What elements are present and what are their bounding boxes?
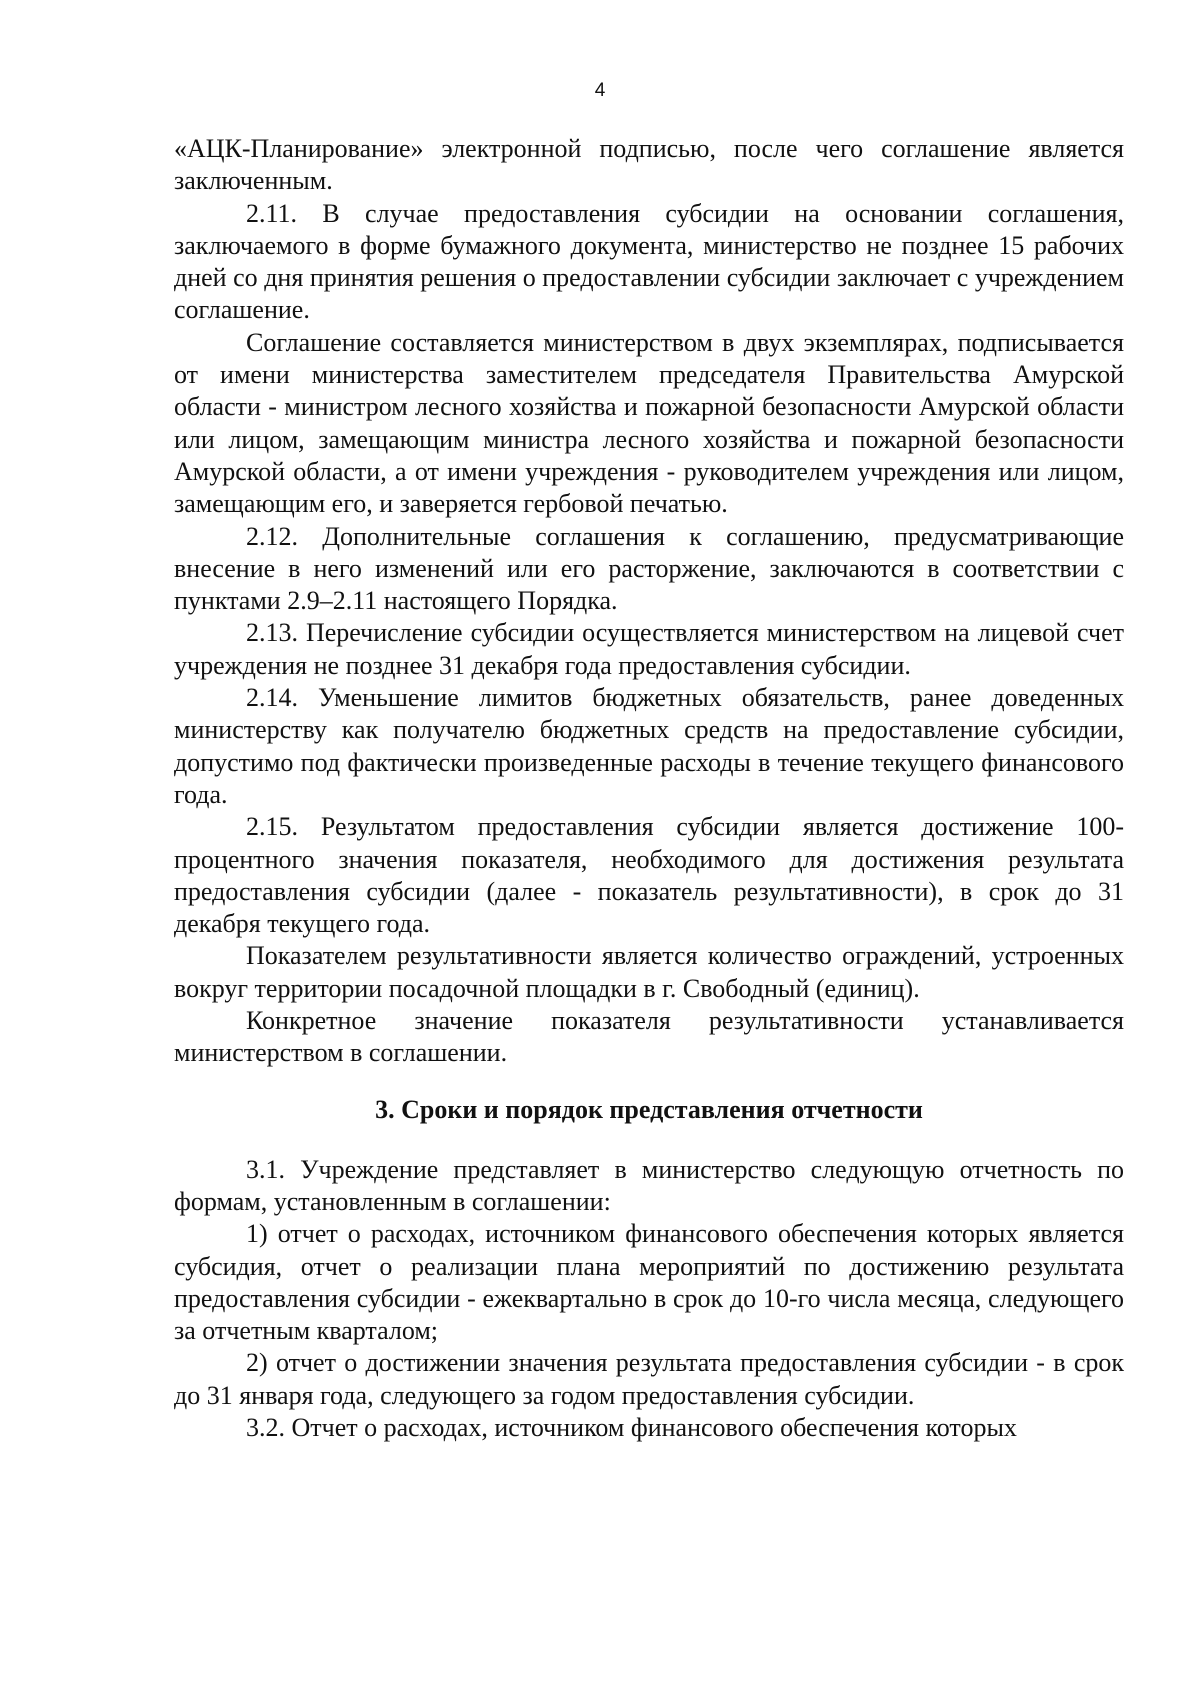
page-number: 4 [594, 80, 606, 101]
paragraph-3-1: 3.1. Учреждение представляет в министерство следующую отчетность по формам, установленным в соглашении: [174, 1154, 1124, 1216]
paragraph-2-14: 2.14. Уменьшение лимитов бюджетных обязательств, ранее доведенных министерству как получателю бюджетных средств на предоставление субсидии, допустимо под фактически произведенные расходы в течение текущего финансового года. [174, 683, 1124, 809]
paragraph-2-11: 2.11. В случае предоставления субсидии на основании соглашения, заключаемого в форме бумажного документа, министерство не позднее 15 рабочих дней со дня принятия решения о предоставлении субсидии заключает с учреждением соглашение. [174, 198, 1124, 325]
paragraph-2-15: 2.15. Результатом предоставления субсидии является достижение 100-процентного значения показателя, необходимого для достижения результата предоставления субсидии (далее - показатель результативности), в срок до 31 декабря текущего года. [174, 812, 1124, 939]
paragraph-3-2: 3.2. Отчет о расходах, источником финансового обеспечения которых [246, 1412, 1017, 1442]
paragraph-continuation: «АЦК-Планирование» электронной подписью, после чего соглашение является заключенным. [174, 134, 1124, 196]
paragraph-2-13: 2.13. Перечисление субсидии осуществляется министерством на лицевой счет учреждения не позднее 31 декабря года предоставления субсидии. [174, 618, 1124, 680]
paragraph-2-12: 2.12. Дополнительные соглашения к соглашению, предусматривающие внесение в него изменений или его расторжение, заключаются в соответствии с пунктами 2.9–2.11 настоящего Порядка. [174, 521, 1124, 616]
paragraph-indicator-value: Конкретное значение показателя результативности устанавливается министерством в соглашении. [174, 1006, 1124, 1068]
document-body [174, 133, 1124, 1444]
paragraph-performance-indicator: Показателем результативности является количество ограждений, устроенных вокруг территории посадочной площадки в г. Свободный (единиц). [174, 941, 1124, 1003]
paragraph-report-item-2: 2) отчет о достижении значения результата предоставления субсидии - в срок до 31 января года, следующего за годом предоставления субсидии. [174, 1348, 1124, 1410]
paragraph-report-item-1: 1) отчет о расходах, источником финансового обеспечения которых является субсидия, отчет о реализации плана мероприятий по достижению результата предоставления субсидии - ежеквартально в срок до 10-го числа месяца, следующего за отчетным кварталом; [174, 1219, 1124, 1346]
section-heading: 3. Сроки и порядок представления отчетности [375, 1094, 923, 1124]
paragraph-agreement-copies: Соглашение составляется министерством в двух экземплярах, подписывается от имени министерства заместителем председателя Правительства Амурской области - министром лесного хозяйства и пожарной безопасности Амурской области или лицом, замещающим министра лесного хозяйства и пожарной безопасности Амурской области, а от имени учреждения - руководителем учреждения или лицом, замещающим его, и заверяется гербовой печатью. [174, 327, 1124, 519]
